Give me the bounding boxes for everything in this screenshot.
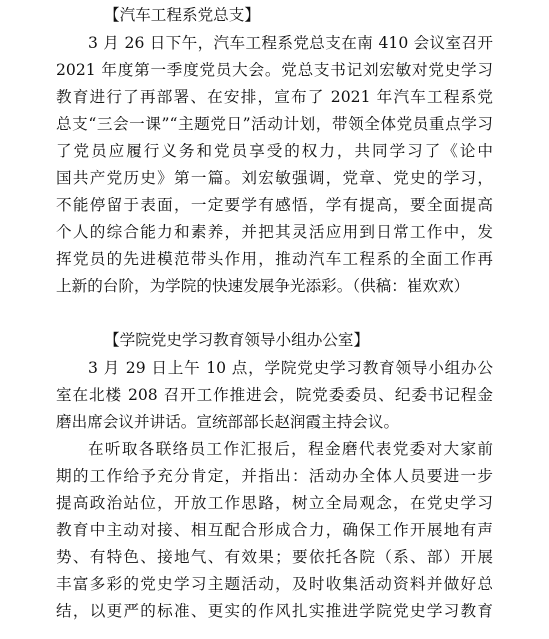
paragraph-line: 上新的台阶，为学院的快速发展争光添彩。（供稿：崔欢欢） — [56, 277, 470, 295]
paragraph-line: 丰富多彩的党史学习主题活动，及时收集活动资料并做好总 — [56, 575, 493, 593]
paragraph-line: 总支“三会一课”“主题党日”活动计划，带领全体党员重点学习 — [56, 115, 493, 133]
paragraph-line: 教育进行了再部署、在安排，宣布了 2021 年汽车工程系党 — [56, 88, 493, 106]
paragraph-line: 个人的综合能力和素养，并把其灵活应用到日常工作中，发 — [56, 223, 493, 241]
paragraph-line: 期的工作给予充分肯定，并指出：活动办全体人员要进一步 — [56, 467, 493, 485]
paragraph-line: 磨出席会议并讲话。宣统部部长赵润霞主持会议。 — [56, 413, 400, 431]
paragraph-line: 提高政治站位，开放工作思路，树立全局观念，在党史学习 — [56, 494, 493, 512]
paragraph-line: 3 月 26 日下午，汽车工程系党总支在南 410 会议室召开 — [88, 34, 493, 52]
section-heading: 【学院党史学习教育领导小组办公室】 — [104, 331, 370, 349]
paragraph-line: 在听取各联络员工作汇报后，程金磨代表党委对大家前 — [88, 440, 493, 458]
paragraph-line: 了党员应履行义务和党员享受的权力，共同学习了《论中 — [56, 142, 493, 160]
paragraph-line: 不能停留于表面，一定要学有感悟，学有提高，要全面提高 — [56, 196, 493, 214]
paragraph-line: 教育中主动对接、相互配合形成合力，确保工作开展地有声 — [56, 521, 493, 539]
paragraph-line: 挥党员的先进模范带头作用，推动汽车工程系的全面工作再 — [56, 250, 493, 268]
paragraph-line: 结，以更严的标准、更实的作风扎实推进学院党史学习教育 — [56, 602, 493, 620]
paragraph-line: 2021 年度第一季度党员大会。党总支书记刘宏敏对党史学习 — [56, 61, 493, 79]
paragraph-line: 势、有特色、接地气、有效果；要依托各院（系、部）开展 — [56, 548, 493, 566]
section-heading: 【汽车工程系党总支】 — [104, 6, 260, 24]
paragraph-line: 室在北楼 208 召开工作推进会，院党委委员、纪委书记程金 — [56, 386, 493, 404]
paragraph-line: 国共产党历史》第一篇。刘宏敏强调，党章、党史的学习， — [56, 169, 493, 187]
paragraph-line: 3 月 29 日上午 10 点，学院党史学习教育领导小组办公 — [88, 359, 493, 377]
